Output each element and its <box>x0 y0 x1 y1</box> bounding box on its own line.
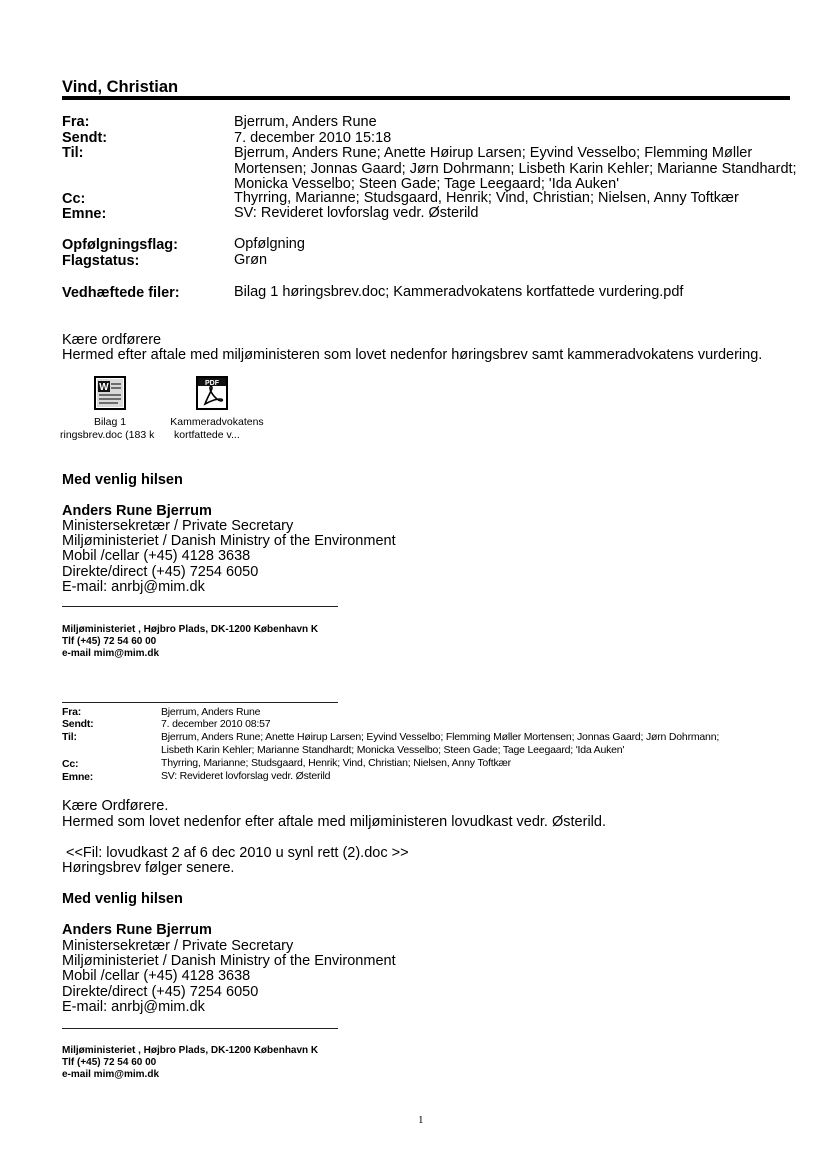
page-number: 1 <box>418 1114 424 1126</box>
word-doc-icon[interactable] <box>94 376 126 410</box>
emne-label: Emne: <box>62 206 107 222</box>
signature-rule <box>62 1028 338 1029</box>
emne-value: SV: Revideret lovforslag vedr. Østerild <box>234 205 479 221</box>
quoted-note: Høringsbrev følger senere. <box>62 860 235 876</box>
signature-line: Direkte/direct (+45) 7254 6050 <box>62 564 259 580</box>
signature-footer: Tlf (+45) 72 54 60 00 <box>62 636 157 647</box>
signature-name: Anders Rune Bjerrum <box>62 503 212 519</box>
fra-label: Fra: <box>62 114 90 130</box>
signature-line: Mobil /cellar (+45) 4128 3638 <box>62 968 251 984</box>
quoted-cc-value: Thyrring, Marianne; Studsgaard, Henrik; Vind, Christian; Nielsen, Anny Toftkær <box>161 757 511 769</box>
flagstatus-label: Flagstatus: <box>62 253 140 269</box>
flagstatus-value: Grøn <box>234 252 268 268</box>
fra-value: Bjerrum, Anders Rune <box>234 114 377 130</box>
quoted-greeting: Kære Ordførere. <box>62 798 169 814</box>
signature-footer: e-mail mim@mim.dk <box>62 648 160 659</box>
greeting: Kære ordførere <box>62 332 162 348</box>
attachment-name: Bilag 1 <box>93 416 127 428</box>
quoted-emne-label: Emne: <box>62 771 94 783</box>
svg-text:PDF: PDF <box>205 380 219 387</box>
sendt-label: Sendt: <box>62 130 108 146</box>
mailbox-owner-title: Vind, Christian <box>62 78 179 96</box>
quoted-fra-value: Bjerrum, Anders Rune <box>161 706 261 718</box>
signature-line: Ministersekretær / Private Secretary <box>62 938 294 954</box>
file-reference[interactable]: <<Fil: lovudkast 2 af 6 dec 2010 u synl rett (2).doc >> <box>66 845 409 861</box>
signature-line: Mobil /cellar (+45) 4128 3638 <box>62 548 251 564</box>
signature-footer: Tlf (+45) 72 54 60 00 <box>62 1057 157 1068</box>
signature-line: Miljøministeriet / Danish Ministry of the Environment <box>62 953 396 969</box>
attachment-name: Kammeradvokatens <box>170 416 264 428</box>
flag-value: Opfølgning <box>234 236 305 252</box>
quote-rule <box>62 702 338 703</box>
attachments-label: Vedhæftede filer: <box>62 285 180 301</box>
quoted-emne-value: SV: Revideret lovforslag vedr. Østerild <box>161 770 331 782</box>
signature-line: Miljøministeriet / Danish Ministry of the Environment <box>62 533 396 549</box>
signature-rule <box>62 606 338 607</box>
attachment-name: ringsbrev.doc (183 k <box>60 429 155 441</box>
title-rule <box>62 96 790 100</box>
sendt-value: 7. december 2010 15:18 <box>234 130 392 146</box>
til-line: Bjerrum, Anders Rune; Anette Høirup Larsen; Eyvind Vesselbo; Flemming Møller <box>234 145 753 161</box>
quoted-til-label: Til: <box>62 731 77 743</box>
signature-footer: Miljøministeriet , Højbro Plads, DK-1200 København K <box>62 1045 319 1056</box>
attachment-name: kortfattede v... <box>174 429 240 441</box>
cc-label: Cc: <box>62 191 86 207</box>
quoted-fra-label: Fra: <box>62 706 82 718</box>
til-label: Til: <box>62 145 84 161</box>
til-line: Mortensen; Jonnas Gaard; Jørn Dohrmann; Lisbeth Karin Kehler; Marianne Standhardt; <box>234 161 797 177</box>
body-text: Hermed efter aftale med miljøministeren som lovet nedenfor høringsbrev samt kammeradvokatens vurdering. <box>62 347 763 363</box>
cc-value: Thyrring, Marianne; Studsgaard, Henrik; Vind, Christian; Nielsen, Anny Toftkær <box>234 190 739 206</box>
closing: Med venlig hilsen <box>62 891 183 907</box>
til-line: Monicka Vesselbo; Steen Gade; Tage Leegaard; 'Ida Auken' <box>234 176 619 192</box>
closing: Med venlig hilsen <box>62 472 183 488</box>
signature-name: Anders Rune Bjerrum <box>62 922 212 938</box>
attachments-value: Bilag 1 høringsbrev.doc; Kammeradvokatens kortfattede vurdering.pdf <box>234 284 684 300</box>
signature-email[interactable]: E-mail: anrbj@mim.dk <box>62 579 205 595</box>
signature-footer: Miljøministeriet , Højbro Plads, DK-1200 København K <box>62 624 319 635</box>
quoted-sendt-value: 7. december 2010 08:57 <box>161 718 271 730</box>
quoted-til-line: Bjerrum, Anders Rune; Anette Høirup Larsen; Eyvind Vesselbo; Flemming Møller Mortensen; Jonnas Gaard; Jørn Dohrmann; <box>161 731 720 743</box>
pdf-icon[interactable] <box>196 376 228 410</box>
flag-label: Opfølgningsflag: <box>62 237 178 253</box>
signature-footer: e-mail mim@mim.dk <box>62 1069 160 1080</box>
svg-text:W: W <box>99 382 109 393</box>
signature-email[interactable]: E-mail: anrbj@mim.dk <box>62 999 205 1015</box>
quoted-cc-label: Cc: <box>62 758 79 770</box>
quoted-body-text: Hermed som lovet nedenfor efter aftale med miljøministeren lovudkast vedr. Østerild. <box>62 814 606 830</box>
quoted-til-line: Lisbeth Karin Kehler; Marianne Standhardt; Monicka Vesselbo; Steen Gade; Tage Leegaard; 'Ida Auken' <box>161 744 625 756</box>
quoted-sendt-label: Sendt: <box>62 718 94 730</box>
signature-line: Direkte/direct (+45) 7254 6050 <box>62 984 259 1000</box>
signature-line: Ministersekretær / Private Secretary <box>62 518 294 534</box>
